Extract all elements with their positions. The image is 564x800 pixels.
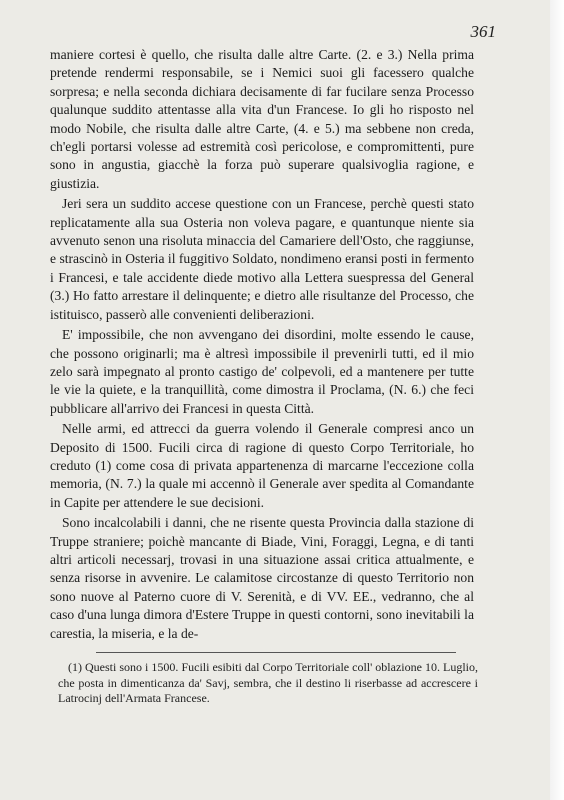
footnote: (1) Questi sono i 1500. Fucili esibiti dal Corpo Territoriale coll' oblazione 10. Luglio, che posta in dimenticanza da' Savj, sembra, che il destino li riserbasse ad accrescere i Latrocinj dell'Armata Francese. <box>58 660 478 705</box>
paragraph-5: Sono incalcolabili i danni, che ne risente questa Provincia dalla stazione di Truppe straniere; poichè mancante di Biade, Vini, Foraggi, Legna, e di tanti altri articoli necessarj, trovasi in una situazione assai critica attualmente, e senza risorse in avvenire. Le calamitose circostanze di questo Territorio non sono nuove al Paterno cuore di V. Serenità, e di VV. EE., vedranno, che al caso d'una lunga dimora d'Estere Truppe in questi contorni, sono inevitabili la carestia, la miseria, e la de- <box>50 515 474 641</box>
page-edge <box>550 0 564 800</box>
page-number: 361 <box>470 22 496 41</box>
paragraph-3: E' impossibile, che non avvengano dei disordini, molte essendo le cause, che possono originarli; ma è altresì impossibile il prevenirli tutti, ed il mio zelo sarà impegnato al pronto castigo de' colpevoli, ed a mantenere per tutte le vie la quiete, e la tranquillità, come dimostra il Proclama, (N. 6.) che feci pubblicare all'arrivo dei Francesi in questa Città. <box>50 327 474 416</box>
paragraph-1: maniere cortesi è quello, che risulta dalle altre Carte. (2. e 3.) Nella prima pretende rendermi responsabile, se i Nemici suoi gli facessero qualche sorpresa; e nella seconda dichiara decisamente di far fucilare senza Processo qualunque suddito attentasse alla vita d'un Francese. Io gli ho risposto nel modo Nobile, che risulta dalle altre Carte, (4. e 5.) ma sebbene non creda, ch'egli portarsi volesse ad estremità così pericolose, e compromittenti, pure sono in angustia, giacchè la forza può superare qualsivoglia ragione, e giustizia. <box>50 47 474 191</box>
paragraph-2: Jeri sera un suddito accese questione con un Francese, perchè questi stato replicatamente alla sua Osteria non voleva pagare, e quantunque niente sia avvenuto senon una risoluta minaccia del Camariere dell'Osto, che raggiunse, e strascinò in Osteria il fuggitivo Soldato, nondimeno eransi posti in fermento i Francesi, e tale accidente diede motivo alla Lettera suespressa del General (3.) Ho fatto arrestare il delinquente; e dietro alle risultanze del Processo, che istituisco, passerò alle convenienti deliberazioni. <box>50 196 474 322</box>
footnote-divider <box>96 652 456 653</box>
body-text <box>50 46 474 643</box>
paragraph-4: Nelle armi, ed attrecci da guerra volendo il Generale compresi anco un Deposito di 1500. Fucili circa di ragione di questo Corpo Territoriale, ho creduto (1) come cosa di privata appartenenza di marcarne l'eccezione colla memoria, (N. 7.) la quale mi accennò il Generale aver spedita al Comandante in Capite per attendere le sue decisioni. <box>50 421 474 510</box>
